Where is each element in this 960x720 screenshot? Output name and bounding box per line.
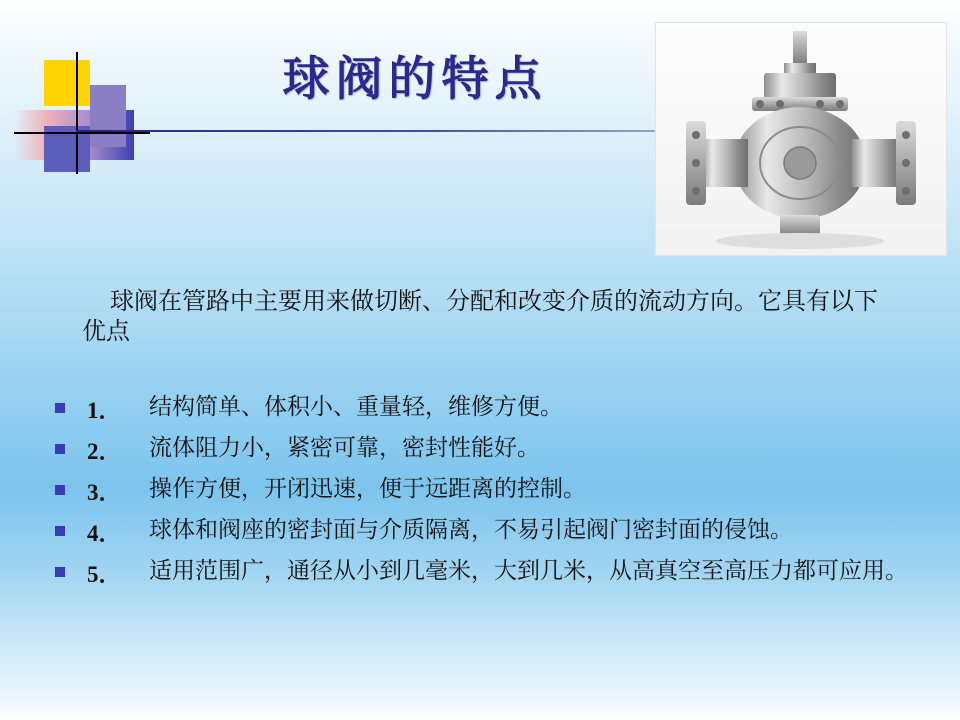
purple-rectangle-shape <box>90 85 126 147</box>
list-item-text: 操作方便，开闭迅速，便于远距离的控制。 <box>149 476 586 501</box>
vertical-line-shape <box>76 52 78 174</box>
decorative-logo-block <box>14 52 144 172</box>
list-item-number: 3． <box>87 480 122 505</box>
intro-paragraph: 球阀在管路中主要用来做切断、分配和改变介质的流动方向。它具有以下优点 <box>82 289 878 345</box>
bullet-square-icon <box>55 403 65 413</box>
list-item <box>55 556 935 589</box>
list-item-text: 球体和阀座的密封面与介质隔离，不易引起阀门密封面的侵蚀。 <box>149 517 793 542</box>
advantages-list <box>55 392 935 597</box>
horizontal-line-shape <box>14 132 150 134</box>
list-item <box>55 474 935 507</box>
list-item-number: 5． <box>87 562 122 587</box>
list-item-number: 1． <box>87 398 122 423</box>
yellow-square-shape <box>44 60 90 106</box>
bullet-square-icon <box>55 526 65 536</box>
list-item-text: 结构简单、体积小、重量轻，维修方便。 <box>149 394 563 419</box>
list-item-number: 4． <box>87 521 122 546</box>
list-item-text: 适用范围广，通径从小到几毫米，大到几米，从高真空至高压力都可应用。 <box>149 558 908 583</box>
list-item <box>55 392 935 425</box>
list-item <box>55 515 935 548</box>
list-item-number: 2． <box>87 439 122 464</box>
list-item-text: 流体阻力小，紧密可靠，密封性能好。 <box>149 435 540 460</box>
slide-title: 球阀的特点 <box>282 54 548 106</box>
list-item <box>55 433 935 466</box>
valve-photo <box>655 22 947 256</box>
bullet-square-icon <box>55 485 65 495</box>
bullet-square-icon <box>55 567 65 577</box>
valve-illustration <box>656 23 946 255</box>
bullet-square-icon <box>55 444 65 454</box>
